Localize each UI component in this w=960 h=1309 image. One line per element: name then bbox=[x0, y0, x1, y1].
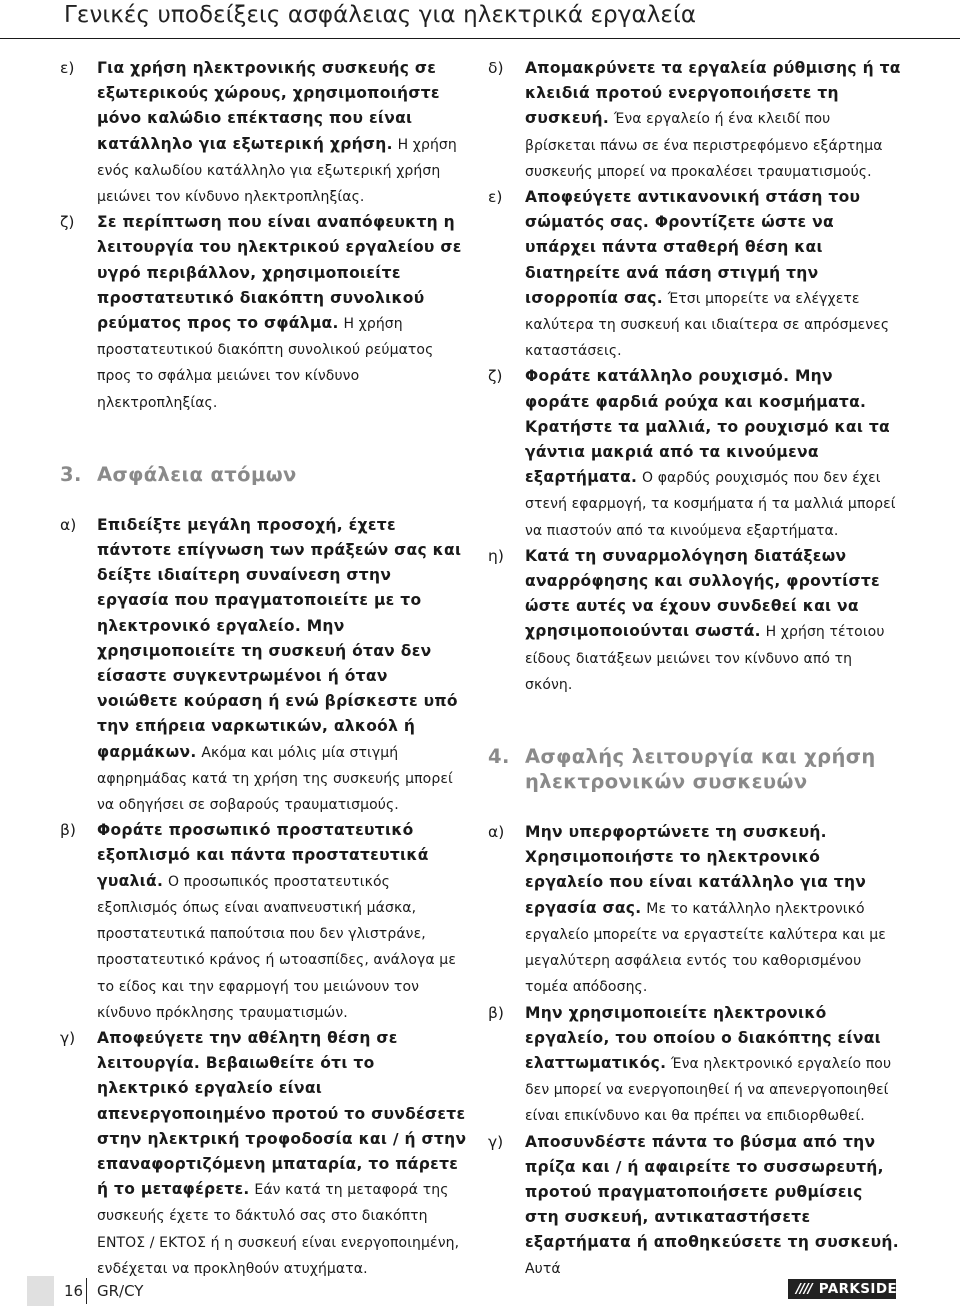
page-title: Γενικές υποδείξεις ασφάλειας για ηλεκτρικά εργαλεία bbox=[64, 2, 697, 28]
item-g-left bbox=[60, 1026, 468, 1282]
item-z-left bbox=[60, 210, 468, 416]
section-number: 3. bbox=[60, 462, 82, 486]
item-b-right bbox=[488, 1001, 902, 1130]
item-bold-text: Φοράτε κατάλληλο ρουχισμό. Μην φοράτε φαρδιά ρούχα και κοσμήματα. Κρατήστε τα μαλλιά, το ρουχισμό και τα γάντια μακριά από τα κινούμενα εξαρτήματα. bbox=[525, 367, 890, 487]
item-text: Με το κατάλληλο ηλεκτρονικό εργαλείο μπορείτε να εργαστείτε καλύτερα και με μεγαλύτερη ασφάλεια εντός του καθορισμένου τομέα απόδοσης. bbox=[525, 900, 886, 996]
item-bold-text: Για χρήση ηλεκτρονικής συσκευής σε εξωτερικούς χώρους, χρησιμοποιήστε μόνο καλώδιο επέκτασης που είναι κατάλληλο για εξωτερική χρήση. bbox=[97, 59, 440, 153]
item-bold-text: Αποσυνδέστε πάντα το βύσμα από την πρίζα και / ή αφαιρείτε το συσσωρευτή, προτού πραγματοποιήσετε ρυθμίσεις στη συσκευή, αντικαταστήσετε εξαρτήματα ή αποθηκεύσετε τη συσκευή. bbox=[525, 1132, 899, 1252]
right-column bbox=[488, 56, 902, 1282]
item-text: Ακόμα και μόλις μία στιγμή αφηρημάδας κατά τη χρήση της συσκευής μπορεί να οδηγήσει σε σοβαρούς τραυματισμούς. bbox=[97, 744, 453, 814]
item-text: Έτσι μπορείτε να ελέγχετε καλύτερα τη συσκευή και ιδιαίτερα σε απρόσμενες καταστάσεις. bbox=[525, 290, 890, 360]
item-bold-text: Κατά τη συναρμολόγηση διατάξεων αναρρόφησης και συλλογής, φροντίστε ώστε αυτές να έχουν συνδεθεί και να χρησιμοποιούνται σωστά. bbox=[525, 546, 880, 641]
item-text: Ο φαρδύς ρουχισμός που δεν έχει στενή εφαρμογή, τα κοσμήματα ή τα μαλλιά μπορεί να πιαστούν από τα κινούμενα εξαρτήματα. bbox=[525, 470, 896, 539]
item-label: δ) bbox=[488, 59, 504, 77]
item-text: Η χρήση τέτοιου είδους διατάξεων μειώνει τον κίνδυνο από τη σκόνη. bbox=[525, 624, 885, 693]
item-label: ζ) bbox=[60, 213, 75, 232]
brand-logo bbox=[788, 1279, 896, 1299]
section-heading-4 bbox=[488, 744, 902, 794]
item-d-right bbox=[488, 56, 902, 185]
item-label: γ) bbox=[488, 1132, 504, 1151]
item-b-left bbox=[60, 818, 468, 1026]
brand-name: PARKSIDE bbox=[818, 1281, 898, 1297]
item-bold-text: Επιδείξτε μεγάλη προσοχή, έχετε πάντοτε επίγνωση των πράξεών σας και δείξτε ιδιαίτερη συναίνεση στην εργασία που πραγματοποιείτε με το ηλεκτρονικό εργαλείο. Μην χρησιμοποιείτε τη συσκευή όταν δεν είσαστε συγκεντρωμένοι ή όταν νοιώθετε κούραση ή ενώ βρίσκεστε υπό την επήρεια ναρκωτικών, αλκοόλ ή φαρμάκων. bbox=[97, 515, 462, 761]
left-column bbox=[60, 56, 468, 1282]
item-text: Εάν κατά τη μεταφορά της συσκευής έχετε το δάκτυλό σας στο διακόπτη ΕΝΤΟΣ / ΕΚΤΟΣ ή η συσκευή είναι ενεργοποιημένη, ενδέχεται να προκληθούν ατυχήματα. bbox=[97, 1182, 460, 1277]
brand-slashes-icon: //// bbox=[796, 1281, 812, 1297]
item-bold-text: Μην υπερφορτώνετε τη συσκευή. Χρησιμοποιήστε το ηλεκτρονικό εργαλείο που είναι κατάλληλο για την εργασία σας. bbox=[525, 823, 867, 917]
item-label: β) bbox=[488, 1003, 504, 1022]
item-bold-text: Αποφεύγετε αντικανονική στάση του σώματός σας. Φροντίζετε ώστε να υπάρχει πάντα σταθερή θέση και διατηρείτε ανά πάση στιγμή την ισορροπία σας. bbox=[525, 188, 861, 307]
item-text: Ο προσωπικός προστατευτικός εξοπλισμός όπως είναι αναπνευστική μάσκα, προστατευτικά παπούτσια που δεν γλιστράνε, προστατευτικό κράνος ή ωτοασπίδες, ανάλογα με το είδος και την εφαρμογή του μειώνουν τον κίνδυνο πρόκλησης τραυματισμών. bbox=[97, 873, 456, 1021]
item-bold-text: Μην χρησιμοποιείτε ηλεκτρονικό εργαλείο, του οποίου ο διακόπτης είναι ελαττωματικός. bbox=[525, 1003, 881, 1072]
item-text: Η χρήση προστατευτικού διακόπτη συνολικού ρεύματος προς το σφάλμα μειώνει τον κίνδυνο ηλεκτροπληξίας. bbox=[97, 316, 434, 411]
item-bold-text: Φοράτε προσωπικό προστατευτικό εξοπλισμό και πάντα προστατευτικά γυαλιά. bbox=[97, 821, 429, 890]
item-bold-text: Απομακρύνετε τα εργαλεία ρύθμισης ή τα κλειδιά προτού ενεργοποιήσετε τη συσκευή. bbox=[525, 59, 901, 128]
item-label: γ) bbox=[60, 1028, 76, 1047]
item-label: β) bbox=[60, 821, 76, 840]
item-label: ε) bbox=[60, 59, 75, 77]
item-text: Ένα εργαλείο ή ένα κλειδί που βρίσκεται πάνω σε ένα περιστρεφόμενο εξάρτημα συσκευής μπορεί να προκαλέσει τραυματισμούς. bbox=[525, 111, 883, 180]
footer-marker bbox=[27, 1276, 54, 1306]
item-z-right bbox=[488, 364, 902, 543]
item-e-right bbox=[488, 185, 902, 364]
item-label: ε) bbox=[488, 188, 503, 207]
section-title: Ασφάλεια ατόμων bbox=[97, 462, 297, 486]
item-label: α) bbox=[488, 823, 505, 842]
country-code: GR/CY bbox=[97, 1282, 144, 1300]
item-label: α) bbox=[60, 515, 77, 534]
item-text: Ένα ηλεκτρονικό εργαλείο που δεν μπορεί να ενεργοποιηθεί ή να απενεργοποιηθεί είναι επικίνδυνο και θα πρέπει να επιδιορθωθεί. bbox=[525, 1055, 892, 1125]
page-number: 16 bbox=[64, 1282, 84, 1300]
item-label: η) bbox=[488, 546, 504, 565]
item-text: Αυτά bbox=[525, 1260, 561, 1277]
header-divider bbox=[0, 38, 960, 39]
item-text: Η χρήση ενός καλωδίου κατάλληλο για εξωτερική χρήση μειώνει τον κίνδυνο ηλεκτροπληξίας. bbox=[97, 136, 457, 206]
item-e-left bbox=[60, 56, 468, 210]
footer-divider bbox=[86, 1278, 87, 1304]
section-heading-3 bbox=[60, 462, 468, 487]
item-bold-text: Σε περίπτωση που είναι αναπόφευκτη η λειτουργία του ηλεκτρικού εργαλείου σε υγρό περιβάλλον, χρησιμοποιείτε προστατευτικό διακόπτη συνολικού ρεύματος προς το σφάλμα. bbox=[97, 213, 462, 333]
section-title: Ασφαλής λειτουργία και χρήση ηλεκτρονικών συσκευών bbox=[525, 745, 876, 794]
section-number: 4. bbox=[488, 745, 510, 769]
item-bold-text: Αποφεύγετε την αθέλητη θέση σε λειτουργία. Βεβαιωθείτε ότι το ηλεκτρικό εργαλείο είναι απενεργοποιημένο προτού το συνδέσετε στην ηλεκτρική τροφοδοσία και / ή στην επαναφορτιζόμενη μπαταρία, το πάρετε ή το μεταφέρετε. bbox=[97, 1028, 467, 1199]
item-label: ζ) bbox=[488, 367, 503, 386]
item-g-right bbox=[488, 1130, 902, 1282]
item-h-right bbox=[488, 544, 902, 698]
item-a-right bbox=[488, 820, 902, 1000]
item-a-left bbox=[60, 513, 468, 818]
